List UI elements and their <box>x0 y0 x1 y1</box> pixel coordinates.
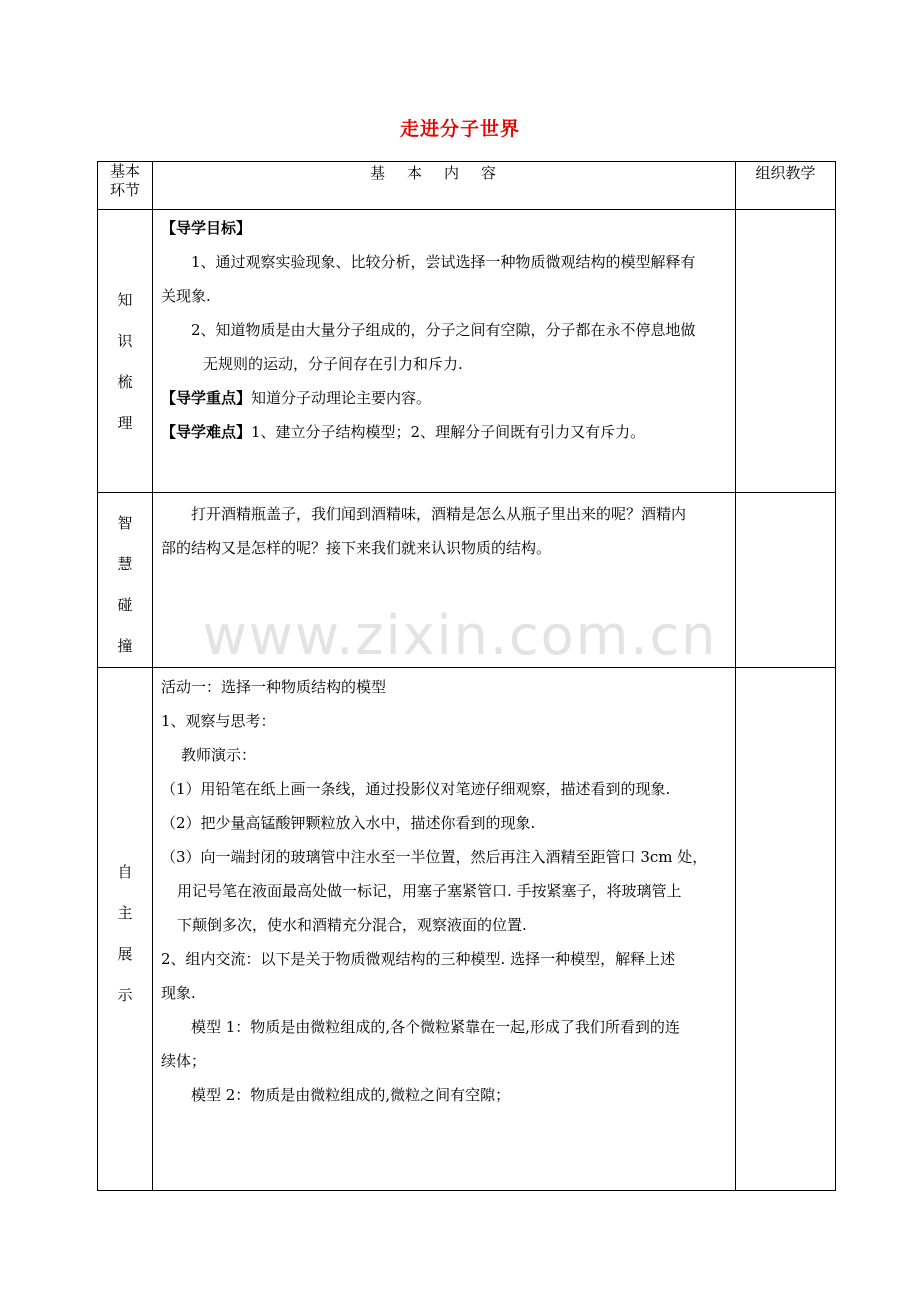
activity-1-title: 活动一：选择一种物质结构的模型 <box>161 678 387 696</box>
label-char: 展 <box>117 945 133 963</box>
difficult-point-text: 1、建立分子结构模型；2、理解分子间既有引力又有斥力。 <box>251 423 646 441</box>
goal-1-line2: 关现象. <box>161 287 211 305</box>
group-talk-line2: 现象. <box>161 984 196 1002</box>
header-organize: 组织教学 <box>736 162 836 210</box>
intro-line1: 打开酒精瓶盖子，我们闻到酒精味，酒精是怎么从瓶子里出来的呢？酒精内 <box>191 505 687 523</box>
demo-step-1: （1）用铅笔在纸上画一条线，通过投影仪对笔迹仔细观察，描述看到的现象. <box>161 780 671 798</box>
header-stage-line2: 环节 <box>109 181 140 199</box>
section-knowledge-notes <box>736 210 836 493</box>
section-self-label <box>98 668 153 1191</box>
group-talk-line1: 2、组内交流：以下是关于物质微观结构的三种模型. 选择一种模型，解释上述 <box>161 950 676 968</box>
label-char: 理 <box>117 414 133 432</box>
section-wisdom-label <box>98 493 153 668</box>
header-content: 基本内容 <box>153 162 736 210</box>
header-stage <box>98 162 153 210</box>
label-char: 慧 <box>117 555 133 573</box>
label-char: 识 <box>117 332 133 350</box>
model-1-line2: 续体； <box>161 1052 207 1070</box>
model-2: 模型 2：物质是由微粒组成的,微粒之间有空隙； <box>191 1086 511 1104</box>
key-point-text: 知道分子动理论主要内容。 <box>251 389 432 407</box>
watermark: www.zixin.com.cn <box>202 604 718 667</box>
key-point-label: 【导学重点】 <box>161 389 252 407</box>
key-point <box>161 381 729 415</box>
model-1-line1: 模型 1：物质是由微粒组成的,各个微粒紧靠在一起,形成了我们所看到的连 <box>191 1018 680 1036</box>
goal-2-line2: 无规则的运动，分子间存在引力和斥力. <box>203 355 463 373</box>
label-char: 示 <box>117 986 133 1004</box>
section-self-row <box>98 668 836 1191</box>
intro-line2: 部的结构又是怎样的呢？接下来我们就来认识物质的结构。 <box>161 539 552 557</box>
observe-title: 1、观察与思考： <box>161 712 276 730</box>
goal-2-line1: 2、知道物质是由大量分子组成的，分子之间有空隙，分子都在永不停息地做 <box>191 321 696 339</box>
label-char: 碰 <box>117 596 133 614</box>
label-char: 自 <box>117 863 133 881</box>
label-char: 智 <box>117 514 133 532</box>
section-knowledge-content <box>153 210 736 493</box>
section-wisdom-notes <box>736 493 836 668</box>
label-char: 梳 <box>117 373 133 391</box>
section-wisdom-content <box>153 493 736 668</box>
label-char: 知 <box>117 291 133 309</box>
demo-step-3-line2: 用记号笔在液面最高处做一标记，用塞子塞紧管口. 手按紧塞子，将玻璃管上 <box>177 882 682 900</box>
goal-title: 【导学目标】 <box>161 219 252 237</box>
goal-1-line1: 1、通过观察实验现象、比较分析，尝试选择一种物质微观结构的模型解释有 <box>191 253 696 271</box>
document-title: 走进分子世界 <box>399 118 520 140</box>
label-char: 撞 <box>117 637 133 655</box>
lesson-table <box>97 161 836 1191</box>
demo-step-3-line3: 下颠倒多次，使水和酒精充分混合，观察液面的位置. <box>177 916 527 934</box>
label-char: 主 <box>117 904 133 922</box>
header-row <box>98 162 836 210</box>
section-wisdom-row <box>98 493 836 668</box>
teacher-demo: 教师演示： <box>181 746 257 764</box>
section-knowledge-row <box>98 210 836 493</box>
difficult-point <box>161 415 729 449</box>
demo-step-3-line1: （3）向一端封闭的玻璃管中注水至一半位置，然后再注入酒精至距管口 3cm 处， <box>161 848 708 866</box>
section-self-content <box>153 668 736 1191</box>
section-knowledge-label <box>98 210 153 493</box>
demo-step-2: （2）把少量高锰酸钾颗粒放入水中，描述你看到的现象. <box>161 814 536 832</box>
header-stage-line1: 基本 <box>109 162 140 180</box>
section-self-notes <box>736 668 836 1191</box>
difficult-point-label: 【导学难点】 <box>161 423 252 441</box>
